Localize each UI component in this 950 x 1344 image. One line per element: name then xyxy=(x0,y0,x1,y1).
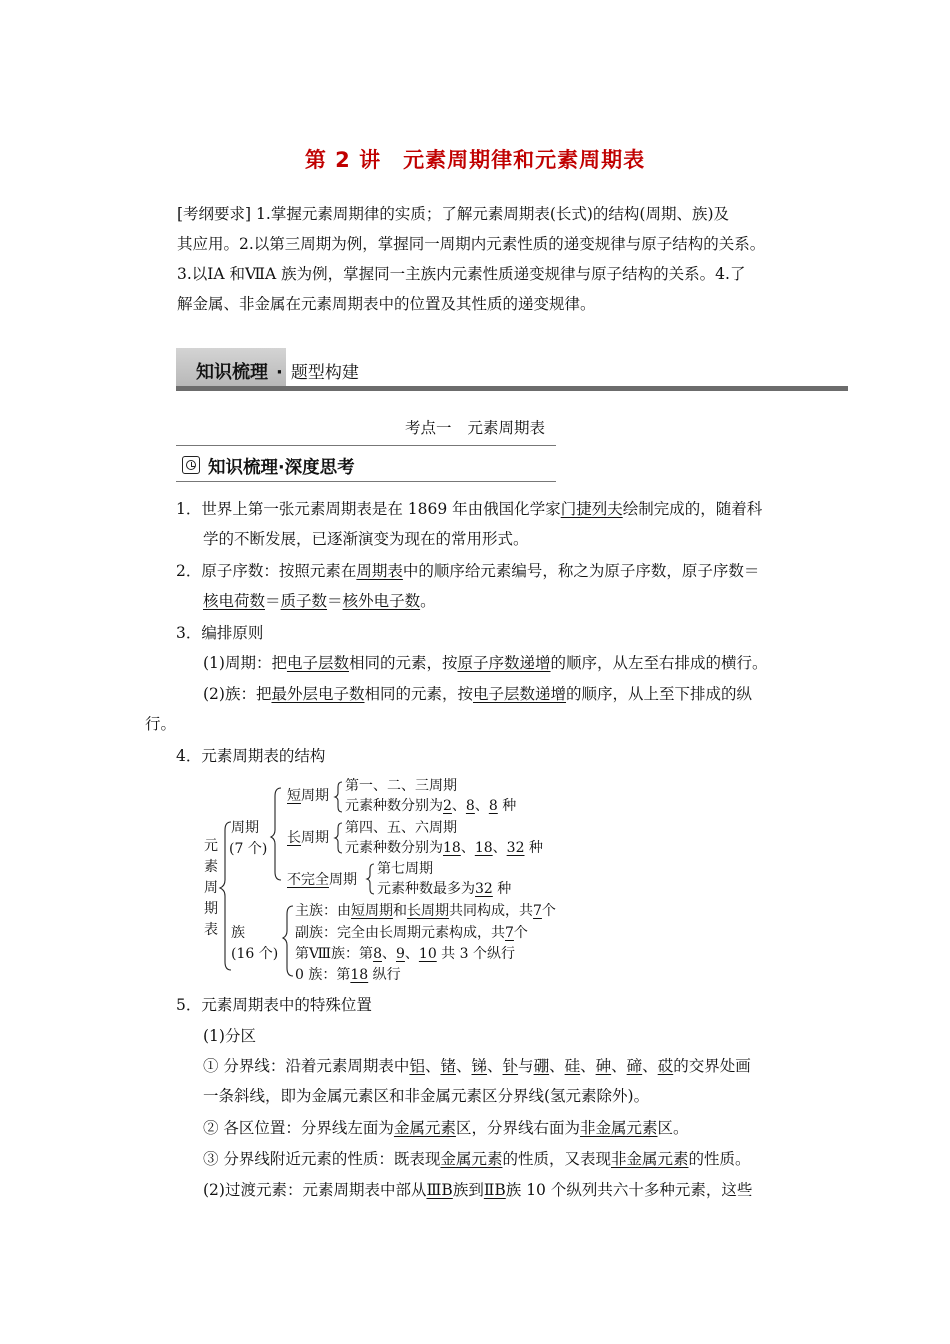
incomplete-period-brace xyxy=(367,864,374,894)
answer-blank: 7 xyxy=(505,925,514,941)
answer-blank: 核外电子数 xyxy=(342,592,421,610)
period-label: 周期 xyxy=(231,820,259,836)
item-3-group-wrap: 行。 xyxy=(145,715,177,733)
requirements-line-2: 其应用。2.以第三周期为例，掌握同一周期内元素性质的递变规律与原子结构的关系。 xyxy=(177,235,766,253)
group-zero-line: 0 族：第18 纵行 xyxy=(295,967,401,983)
item-3-period: (1)周期：把电子层数相同的元素，按原子序数递增的顺序，从左至右排成的横行。 xyxy=(203,654,768,672)
incomplete-period-line-2: 元素种数最多为32 种 xyxy=(377,881,512,897)
tree-root-label: 元素周期表 xyxy=(204,838,218,938)
short-period-brace xyxy=(335,782,342,812)
long-period-label: 长周期 xyxy=(287,830,329,846)
answer-blank: 电子层数 xyxy=(286,654,349,672)
item-5-sub-2: (2)过渡元素：元素周期表中部从ⅢB族到ⅡB族 10 个纵列共六十多种元素，这些 xyxy=(203,1181,753,1199)
answer-blank: 8 xyxy=(465,798,475,814)
item-5-point-2: ② 各区位置：分界线左面为金属元素区，分界线右面为非金属元素区。 xyxy=(203,1119,689,1137)
answer-blank: 砷 xyxy=(595,1057,612,1075)
requirements-line-3: 3.以ⅠA 和ⅦA 族为例，掌握同一主族内元素性质递变规律与原子结构的关系。4.了 xyxy=(177,265,746,283)
item-2-line-1: 2．原子序数：按照元素在周期表中的顺序给元素编号，称之为原子序数，原子序数＝ xyxy=(176,562,760,580)
answer-blank: 最外层电子数 xyxy=(271,685,365,703)
requirements-line-1: [考纲要求] 1.掌握元素周期律的实质；了解元素周期表(长式)的结构(周期、族)及 xyxy=(177,205,730,223)
answer-blank: 2 xyxy=(443,798,452,814)
item-3-title: 3．编排原则 xyxy=(176,624,264,642)
answer-blank: 质子数 xyxy=(280,592,328,610)
answer-blank: 门捷列夫 xyxy=(560,500,623,518)
answer-blank: ⅢB xyxy=(426,1181,453,1199)
section-band-title: 知识梳理 · 题型构建 xyxy=(196,362,359,383)
item-5-point-1: ① 分界线：沿着元素周期表中铝、锗、锑、钋与硼、硅、砷、碲、砹的交界处画 xyxy=(203,1057,751,1075)
answer-blank: 金属元素 xyxy=(440,1150,503,1168)
answer-blank: 10 xyxy=(418,946,437,962)
group-brace xyxy=(283,906,293,976)
group-label: 族 xyxy=(231,925,245,941)
item-1-line-2: 学的不断发展，已逐渐演变为现在的常用形式。 xyxy=(203,530,529,548)
answer-blank: 32 xyxy=(475,881,493,897)
answer-blank: 18 xyxy=(474,840,493,856)
answer-blank: 短周期 xyxy=(351,903,393,919)
answer-blank: 周期表 xyxy=(356,562,403,580)
answer-blank: 长 xyxy=(287,830,301,846)
group-count: (16 个) xyxy=(231,946,279,962)
item-2-line-2: 核电荷数＝质子数＝核外电子数。 xyxy=(203,592,436,610)
answer-blank: 核电荷数 xyxy=(203,592,266,610)
answer-blank: 7 xyxy=(533,903,542,919)
item-5-point-1-wrap: 一条斜线，即为金属元素区和非金属元素区分界线(氢元素除外)。 xyxy=(203,1087,650,1105)
section-title: 知识梳理·深度思考 xyxy=(208,458,355,478)
incomplete-period-line-1: 第七周期 xyxy=(377,861,433,877)
answer-blank: 锑 xyxy=(471,1057,488,1075)
answer-blank: 8 xyxy=(373,946,382,962)
answer-blank: 非金属元素 xyxy=(579,1119,658,1137)
item-5-sub-1: (1)分区 xyxy=(203,1027,256,1045)
answer-blank: 18 xyxy=(350,967,369,983)
item-1-line-1: 1．世界上第一张元素周期表是在 1869 年由俄国化学家门捷列夫绘制完成的，随着科 xyxy=(176,500,763,518)
answer-blank: 碲 xyxy=(626,1057,643,1075)
answer-blank: 非金属元素 xyxy=(610,1150,689,1168)
long-period-line-1: 第四、五、六周期 xyxy=(345,820,457,836)
period-brace xyxy=(271,788,281,880)
answer-blank: 8 xyxy=(488,798,498,814)
incomplete-period-label: 不完全周期 xyxy=(287,872,357,888)
answer-blank: 锗 xyxy=(440,1057,456,1075)
answer-blank: 原子序数递增 xyxy=(457,654,551,672)
short-period-label: 短周期 xyxy=(287,788,329,804)
answer-blank: 钋 xyxy=(502,1057,519,1075)
answer-blank: 32 xyxy=(506,840,525,856)
requirements-line-4: 解金属、非金属在元素周期表中的位置及其性质的递变规律。 xyxy=(177,295,596,313)
page-title: 第 2 讲 元素周期律和元素周期表 xyxy=(304,148,646,172)
main-group-line: 主族：由短周期和长周期共同构成，共7个 xyxy=(295,903,556,919)
answer-blank: 不完全 xyxy=(287,872,329,888)
group-viii-line: 第Ⅷ族：第8、9、10 共 3 个纵行 xyxy=(295,946,515,962)
answer-blank: 短 xyxy=(287,788,301,804)
answer-blank: 硅 xyxy=(564,1057,581,1075)
answer-blank: 硼 xyxy=(533,1057,550,1075)
answer-blank: 电子层数递增 xyxy=(473,685,567,703)
short-period-line-1: 第一、二、三周期 xyxy=(345,778,457,794)
answer-blank: 铝 xyxy=(409,1057,425,1075)
item-5-title: 5．元素周期表中的特殊位置 xyxy=(176,996,372,1014)
topic-heading: 考点一 元素周期表 xyxy=(404,419,546,437)
answer-blank: 砹 xyxy=(657,1057,674,1075)
item-4-title: 4．元素周期表的结构 xyxy=(176,747,326,765)
answer-blank: ⅡB xyxy=(483,1181,506,1199)
sub-group-line: 副族：完全由长周期元素构成，共7个 xyxy=(295,925,528,941)
period-count: (7 个) xyxy=(229,841,268,857)
short-period-line-2: 元素种数分别为2、8、8 种 xyxy=(345,798,517,814)
answer-blank: 长周期 xyxy=(407,903,449,919)
long-period-brace xyxy=(335,823,342,853)
long-period-line-2: 元素种数分别为18、18、32 种 xyxy=(345,840,543,856)
answer-blank: 金属元素 xyxy=(393,1119,456,1137)
item-3-group: (2)族：把最外层电子数相同的元素，按电子层数递增的顺序，从上至下排成的纵 xyxy=(203,685,753,703)
item-5-point-3: ③ 分界线附近元素的性质：既表现金属元素的性质，又表现非金属元素的性质。 xyxy=(203,1150,751,1168)
requirements-label: [考纲要求] xyxy=(177,205,252,223)
answer-blank: 18 xyxy=(443,840,461,856)
answer-blank: 9 xyxy=(395,946,405,962)
